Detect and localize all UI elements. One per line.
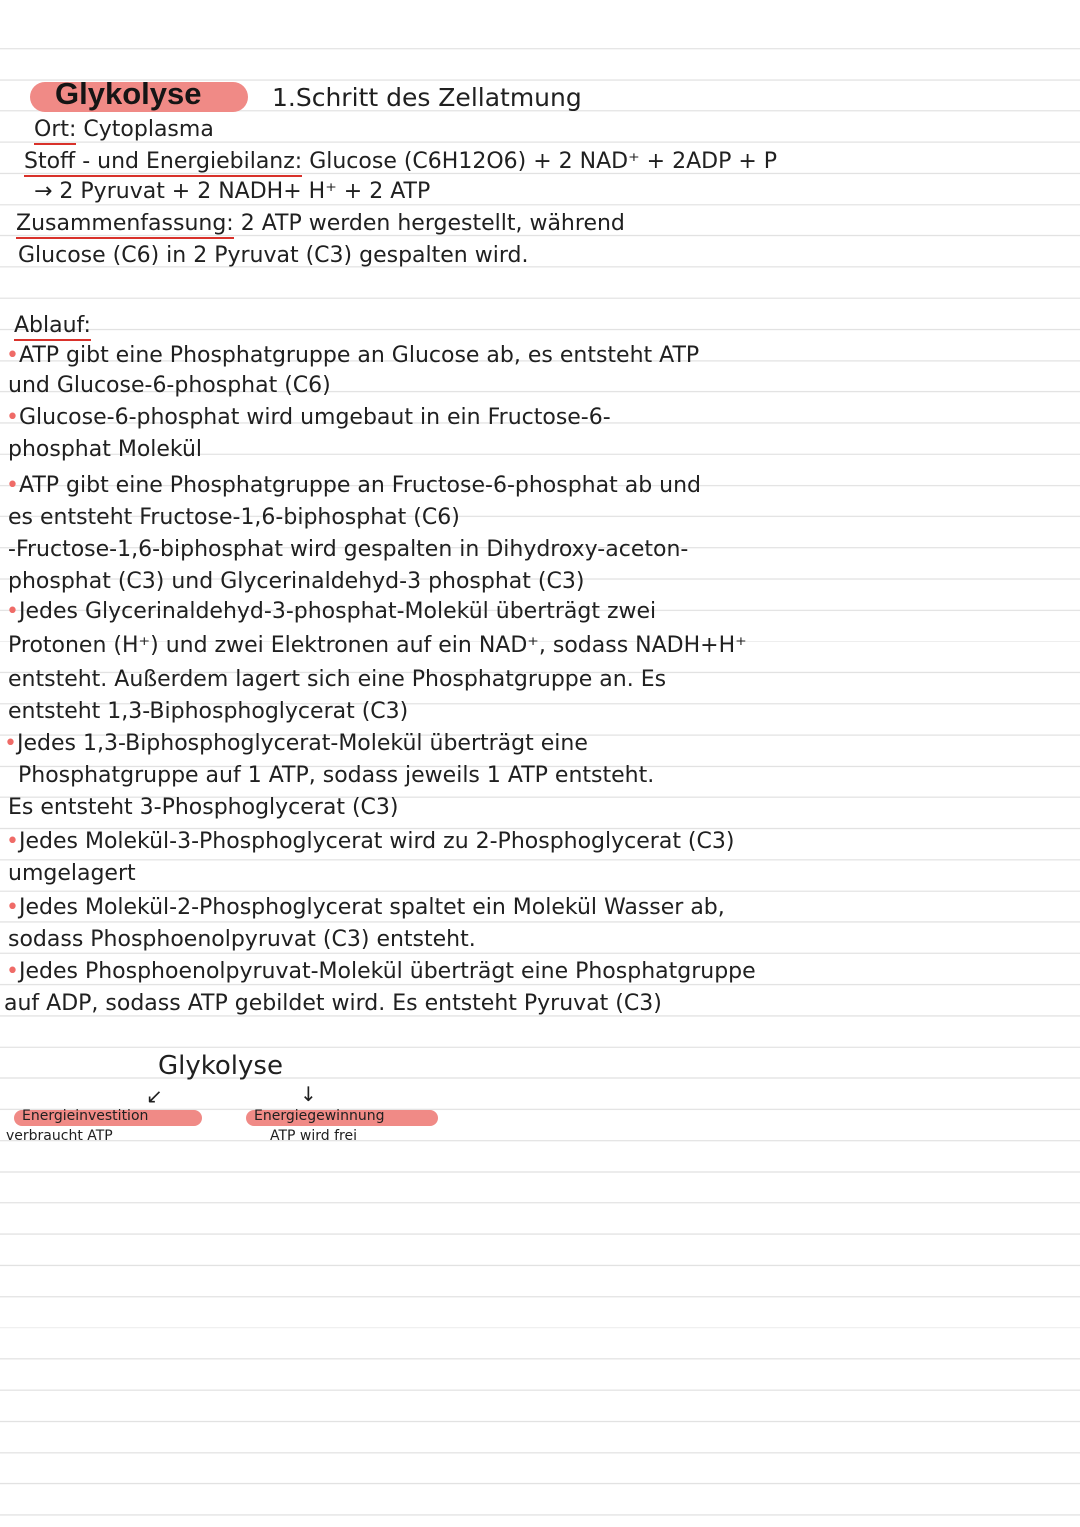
list-item — [8, 698, 408, 726]
list-item — [6, 894, 725, 922]
bullet-icon: • — [6, 599, 19, 624]
bullet-icon: • — [6, 473, 19, 498]
list-item — [8, 504, 460, 532]
energieinvestition-label: Energieinvestition — [22, 1108, 149, 1124]
list-item-text: umgelagert — [8, 861, 136, 886]
bilanz-equation: Glucose (C6H12O6) + 2 NAD⁺ + 2ADP + P — [302, 149, 778, 174]
list-item-text: -Fructose-1,6-biphosphat wird gespalten in Dihydroxy-aceton- — [8, 537, 689, 562]
list-item-text: Jedes Molekül-2-Phosphoglycerat spaltet ein Molekül Wasser ab, — [18, 895, 725, 920]
list-item-text: Es entsteht 3-Phosphoglycerat (C3) — [8, 795, 399, 820]
list-item-text: Jedes Phosphoenolpyruvat-Molekül überträgt eine Phosphatgruppe — [18, 959, 756, 984]
arrow-down-left-icon: ↙ — [146, 1084, 163, 1108]
diagram-title: Glykolyse — [158, 1051, 283, 1081]
list-item-text: Jedes Molekül-3-Phosphoglycerat wird zu 2-Phosphoglycerat (C3) — [18, 829, 735, 854]
list-item — [6, 342, 699, 370]
list-item — [6, 958, 756, 986]
bullet-icon: • — [6, 405, 19, 430]
list-item-text: auf ADP, sodass ATP gebildet wird. Es entsteht Pyruvat (C3) — [4, 991, 662, 1016]
bullet-icon: • — [4, 731, 17, 756]
bullet-icon: • — [6, 343, 19, 368]
ablauf-heading: Ablauf: — [14, 312, 91, 340]
bilanz-line-1 — [24, 148, 777, 176]
zusammenfassung-line-1 — [16, 210, 625, 238]
list-item — [8, 926, 476, 954]
list-item — [6, 828, 734, 856]
bullet-icon: • — [6, 895, 19, 920]
ort-value: Cytoplasma — [76, 117, 214, 142]
zusammenfassung-label: Zusammenfassung: — [16, 211, 234, 239]
energiegewinnung-label: Energiegewinnung — [254, 1108, 385, 1124]
list-item — [8, 794, 398, 822]
bullet-icon: • — [6, 959, 19, 984]
list-item-text: Phosphatgruppe auf 1 ATP, sodass jeweils 1 ATP entsteht. — [18, 763, 655, 788]
list-item — [8, 568, 584, 596]
list-item — [18, 762, 654, 790]
list-item-text: Protonen (H⁺) und zwei Elektronen auf ein NAD⁺, sodass NADH+H⁺ — [8, 633, 747, 658]
list-item-text: ATP gibt eine Phosphatgruppe an Glucose ab, es entsteht ATP — [18, 343, 700, 368]
list-item-text: Jedes Glycerinaldehyd-3-phosphat-Molekül überträgt zwei — [18, 599, 657, 624]
list-item-text: ATP gibt eine Phosphatgruppe an Fructose-6-phosphat ab und — [18, 473, 702, 498]
zusammenfassung-text: 2 ATP werden hergestellt, während — [233, 211, 625, 236]
list-item-text: Glucose-6-phosphat wird umgebaut in ein Fructose-6- — [18, 405, 611, 430]
page-title: Glykolyse — [55, 76, 202, 111]
list-item — [4, 990, 662, 1018]
list-item-text: phosphat (C3) und Glycerinaldehyd-3 phosphat (C3) — [8, 569, 585, 594]
list-item-text: Jedes 1,3-Biphosphoglycerat-Molekül überträgt eine — [16, 731, 588, 756]
arrow-down-icon: ↓ — [300, 1082, 317, 1106]
list-item — [4, 730, 588, 758]
list-item — [8, 536, 688, 564]
list-item-text: entsteht 1,3-Biphosphoglycerat (C3) — [8, 699, 409, 724]
list-item — [6, 472, 701, 500]
energiegewinnung-note: ATP wird frei — [270, 1128, 358, 1144]
bullet-icon: • — [6, 829, 19, 854]
ort-line — [34, 116, 214, 144]
bilanz-label: Stoff - und Energiebilanz: — [24, 149, 302, 177]
list-item — [8, 436, 202, 464]
list-item — [6, 598, 656, 626]
ort-label: Ort: — [34, 117, 76, 145]
bilanz-line-2: → 2 Pyruvat + 2 NADH+ H⁺ + 2 ATP — [34, 179, 431, 204]
subtitle: 1.Schritt des Zellatmung — [272, 83, 582, 112]
energieinvestition-note: verbraucht ATP — [6, 1128, 113, 1144]
list-item — [8, 632, 747, 660]
list-item-text: entsteht. Außerdem lagert sich eine Phosphatgruppe an. Es — [8, 667, 667, 692]
zusammenfassung-line-2: Glucose (C6) in 2 Pyruvat (C3) gespalten wird. — [18, 243, 529, 268]
list-item-text: sodass Phosphoenolpyruvat (C3) entsteht. — [8, 927, 476, 952]
list-item-text: es entsteht Fructose-1,6-biphosphat (C6) — [8, 505, 460, 530]
list-item — [8, 666, 666, 694]
list-item — [8, 372, 331, 400]
list-item — [6, 404, 611, 432]
list-item-text: phosphat Molekül — [8, 437, 203, 462]
list-item — [8, 860, 136, 888]
list-item-text: und Glucose-6-phosphat (C6) — [8, 373, 331, 398]
